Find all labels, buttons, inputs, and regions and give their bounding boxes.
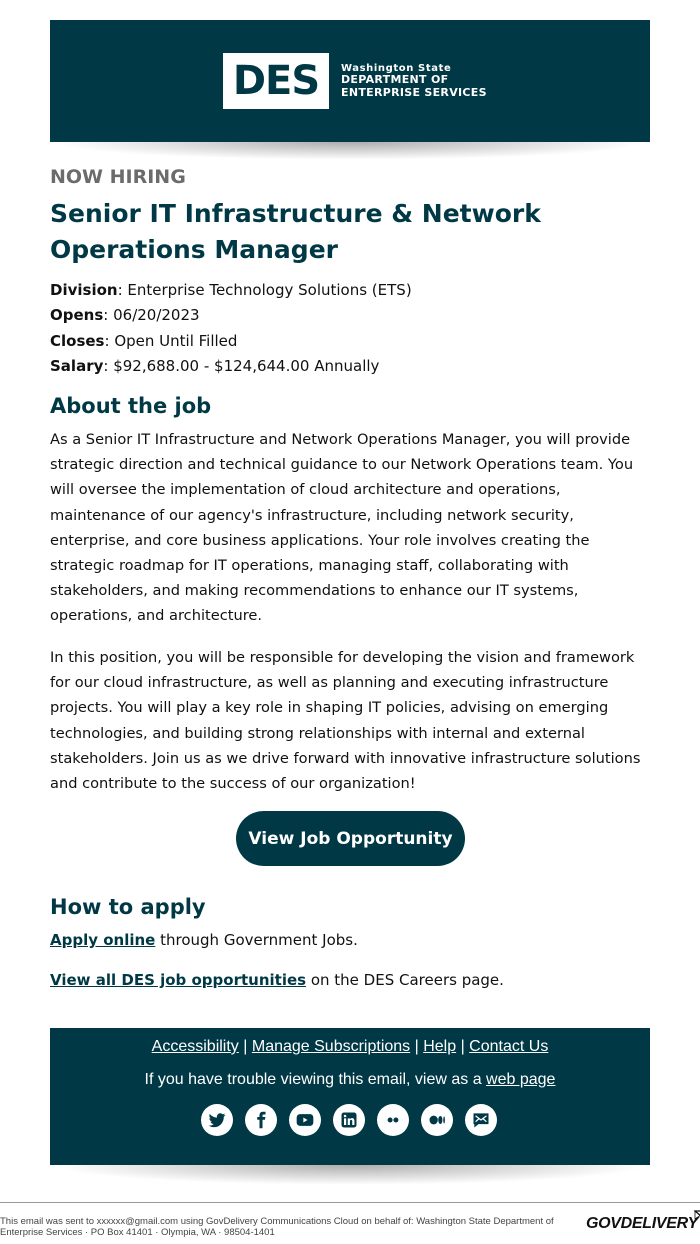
footer <box>50 1028 650 1165</box>
footer-separator: | <box>238 1038 252 1055</box>
header-shadow <box>50 142 650 160</box>
footer-shadow <box>50 1165 650 1185</box>
apply-online-line <box>50 931 358 949</box>
apply-online-link[interactable]: Apply online <box>50 931 156 949</box>
apply-online-text: through Government Jobs. <box>155 931 358 949</box>
facebook-icon[interactable] <box>245 1104 277 1136</box>
view-as-webpage-text: If you have trouble viewing this email, view as a <box>144 1071 487 1088</box>
govdelivery-logo-text: GOVDELIVERY <box>586 1215 698 1232</box>
how-to-apply-heading: How to apply <box>50 895 206 919</box>
logo-abbr: DES <box>223 53 329 109</box>
footer-links <box>50 1038 650 1056</box>
sent-notice: This email was sent to xxxxxx@gmail.com using GovDelivery Communications Cloud on behalf of: Washington State Department of Enterprise Services · PO Box 41401 · Olympia, WA · 98504-1401 <box>0 1216 554 1238</box>
contact-us-link[interactable]: Contact Us <box>469 1038 549 1055</box>
medium-icon[interactable] <box>421 1104 453 1136</box>
about-paragraph-2: In this position, you will be responsible for developing the vision and framework for our cloud infrastructure, as well as planning and executing infrastructure projects. You will play a key role in shaping IT policies, advising on emerging technologies, and building strong relationships with internal and external stakeholders. Join us as we drive forward with innovative infrastructure solutions and contribute to the success of our organization! <box>50 649 641 793</box>
now-hiring-label: NOW HIRING <box>50 166 186 188</box>
govdelivery-logo[interactable] <box>586 1215 698 1233</box>
closes-row <box>50 329 650 354</box>
salary-value: : $92,688.00 - $124,644.00 Annually <box>103 356 380 375</box>
opens-value: : 06/20/2023 <box>103 306 200 325</box>
envelope-icon <box>694 1209 700 1221</box>
job-meta <box>50 278 650 379</box>
manage-subscriptions-link[interactable]: Manage Subscriptions <box>251 1038 411 1055</box>
help-link[interactable]: Help <box>423 1038 457 1055</box>
opens-label: Opens <box>50 306 104 325</box>
footer-separator: | <box>456 1038 470 1055</box>
closes-label: Closes <box>50 331 105 350</box>
about-heading: About the job <box>50 394 212 418</box>
logo-wordmark <box>341 63 487 100</box>
about-paragraph-1: As a Senior IT Infrastructure and Network Operations Manager, you will provide strategic direction and technical guidance to our Network Operations team. You will oversee the implementation of cloud architecture and operations, maintenance of our agency's infrastructure, including network security, enterprise, and core business applications. Your role involves creating the strategic roadmap for IT operations, managing staff, collaborating with stakeholders, and making recommendations to enhance our IT systems, operations, and architecture. <box>50 431 634 625</box>
view-all-jobs-line <box>50 971 504 989</box>
division-value: : Enterprise Technology Solutions (ETS) <box>117 281 412 299</box>
flickr-icon[interactable] <box>377 1104 409 1136</box>
view-as-webpage-line <box>50 1071 650 1089</box>
email-signup-icon[interactable] <box>465 1104 497 1136</box>
opens-row <box>50 303 650 328</box>
footer-separator: | <box>410 1038 424 1055</box>
job-title: Senior IT Infrastructure & Network Operations Manager <box>50 199 541 264</box>
youtube-icon[interactable] <box>289 1104 321 1136</box>
view-all-jobs-link[interactable]: View all DES job opportunities <box>50 971 307 989</box>
view-all-jobs-text: on the DES Careers page. <box>306 971 504 989</box>
view-job-opportunity-button[interactable]: View Job Opportunity <box>236 811 465 866</box>
twitter-icon[interactable] <box>201 1104 233 1136</box>
logo-line-2: DEPARTMENT OF <box>341 73 449 87</box>
division-row <box>50 278 650 303</box>
logo-line-3: ENTERPRISE SERVICES <box>341 85 487 99</box>
salary-row <box>50 354 650 379</box>
social-icons <box>201 1104 497 1136</box>
web-page-link[interactable]: web page <box>486 1071 556 1088</box>
bottom-divider <box>0 1202 700 1203</box>
linkedin-icon[interactable] <box>333 1104 365 1136</box>
accessibility-link[interactable]: Accessibility <box>151 1038 239 1055</box>
logo-line-1: Washington State <box>341 62 452 74</box>
salary-label: Salary <box>50 356 104 375</box>
division-label: Division <box>50 281 118 299</box>
closes-value: : Open Until Filled <box>104 331 238 350</box>
des-logo[interactable] <box>223 53 487 109</box>
